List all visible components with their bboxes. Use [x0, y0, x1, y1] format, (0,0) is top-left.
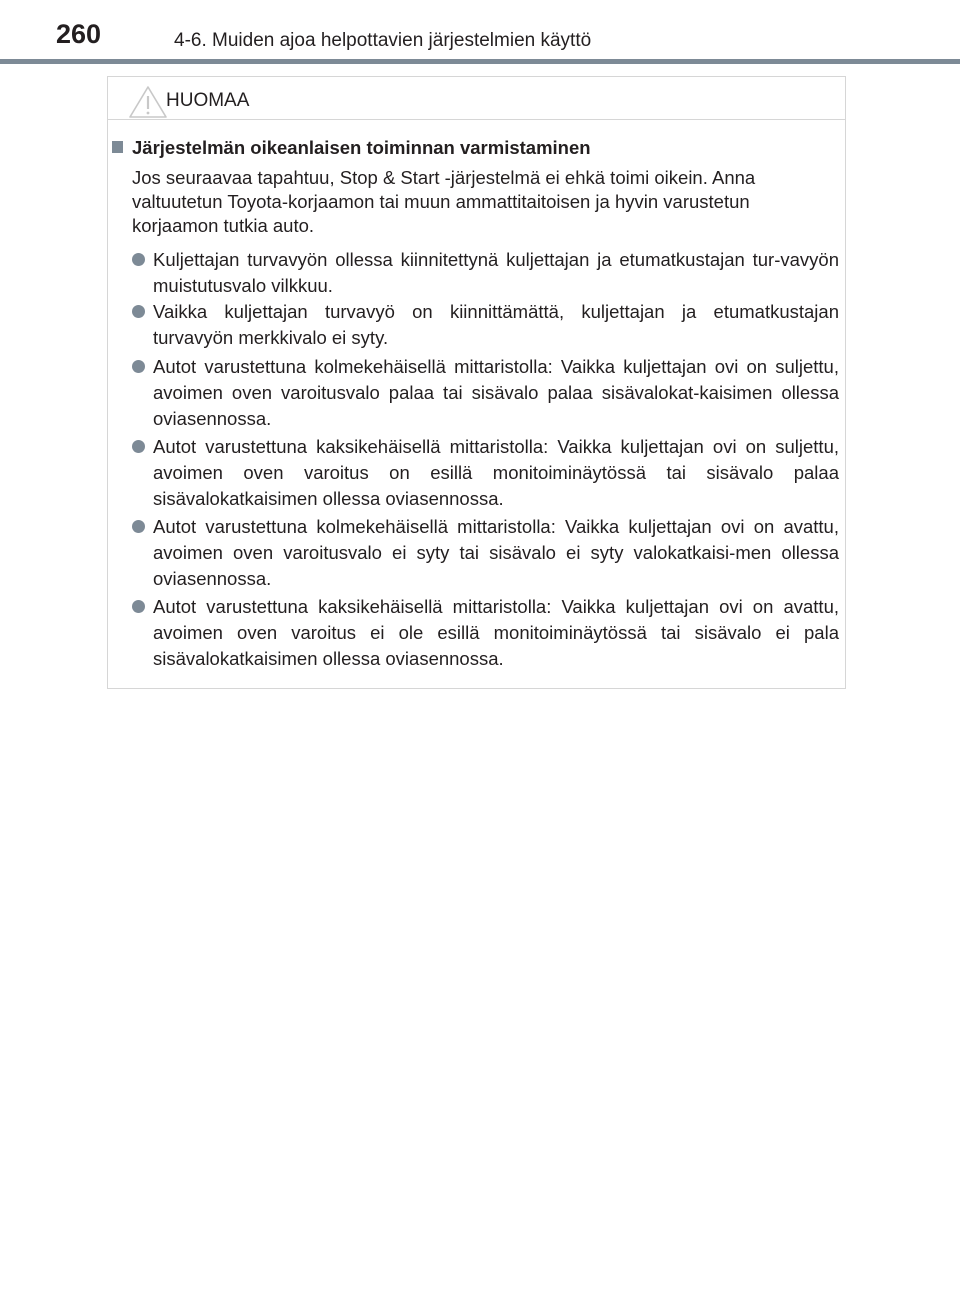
list-item-text: Kuljettajan turvavyön ollessa kiinnitettynä kuljettajan ja etumatkustajan tur-vavyön muistutusvalo vilkkuu.: [153, 249, 839, 296]
chapter-title: 4-6. Muiden ajoa helpottavien järjestelmien käyttö: [174, 30, 592, 51]
list-item-text: Vaikka kuljettajan turvavyö on kiinnittämättä, kuljettajan ja etumatkustajan turvavyön merkkivalo ei syty.: [153, 301, 839, 348]
warning-triangle-icon: [128, 85, 168, 119]
bullet-dot-icon: [132, 360, 145, 373]
list-item-text: Autot varustettuna kolmekehäisellä mittaristolla: Vaikka kuljettajan ovi on avattu, avoimen oven varoitusvalo ei syty tai sisävalo ei syty valokatkaisi-men ollessa oviasennossa.: [153, 516, 839, 589]
bullet-dot-icon: [132, 440, 145, 453]
bullet-dot-icon: [132, 520, 145, 533]
header-divider: [0, 59, 960, 64]
intro-paragraph: Jos seuraavaa tapahtuu, Stop & Start -järjestelmä ei ehkä toimi oikein. Anna valtuutetun Toyota-korjaamon tai muun ammattitaitoisen ja hyvin varustetun korjaamon tutkia auto.: [132, 167, 756, 236]
bullet-dot-icon: [132, 305, 145, 318]
notice-label: HUOMAA: [166, 90, 250, 111]
list-item-text: Autot varustettuna kaksikehäisellä mittaristolla: Vaikka kuljettajan ovi on suljettu, avoimen oven varoitus on esillä monitoiminäytössä tai sisävalo palaa sisävalokatkaisimen ollessa oviasennossa.: [153, 436, 839, 509]
page-header: [0, 0, 960, 64]
notice-header: [108, 77, 845, 120]
bullet-dot-icon: [132, 600, 145, 613]
bullet-dot-icon: [132, 253, 145, 266]
page-number: 260: [56, 19, 102, 49]
list-item-text: Autot varustettuna kolmekehäisellä mittaristolla: Vaikka kuljettajan ovi on suljettu, avoimen oven varoitusvalo palaa tai sisävalo palaa sisävalokat-kaisimen ollessa oviasennossa.: [153, 356, 839, 429]
list-item-text: Autot varustettuna kaksikehäisellä mittaristolla: Vaikka kuljettajan ovi on avattu, avoimen oven varoitus ei ole esillä monitoiminäytössä tai sisävalo ei pala sisävalokatkaisimen ollessa oviasennossa.: [153, 596, 839, 669]
section-title: Järjestelmän oikeanlaisen toiminnan varmistaminen: [132, 137, 591, 158]
section-marker-icon: [112, 141, 123, 153]
